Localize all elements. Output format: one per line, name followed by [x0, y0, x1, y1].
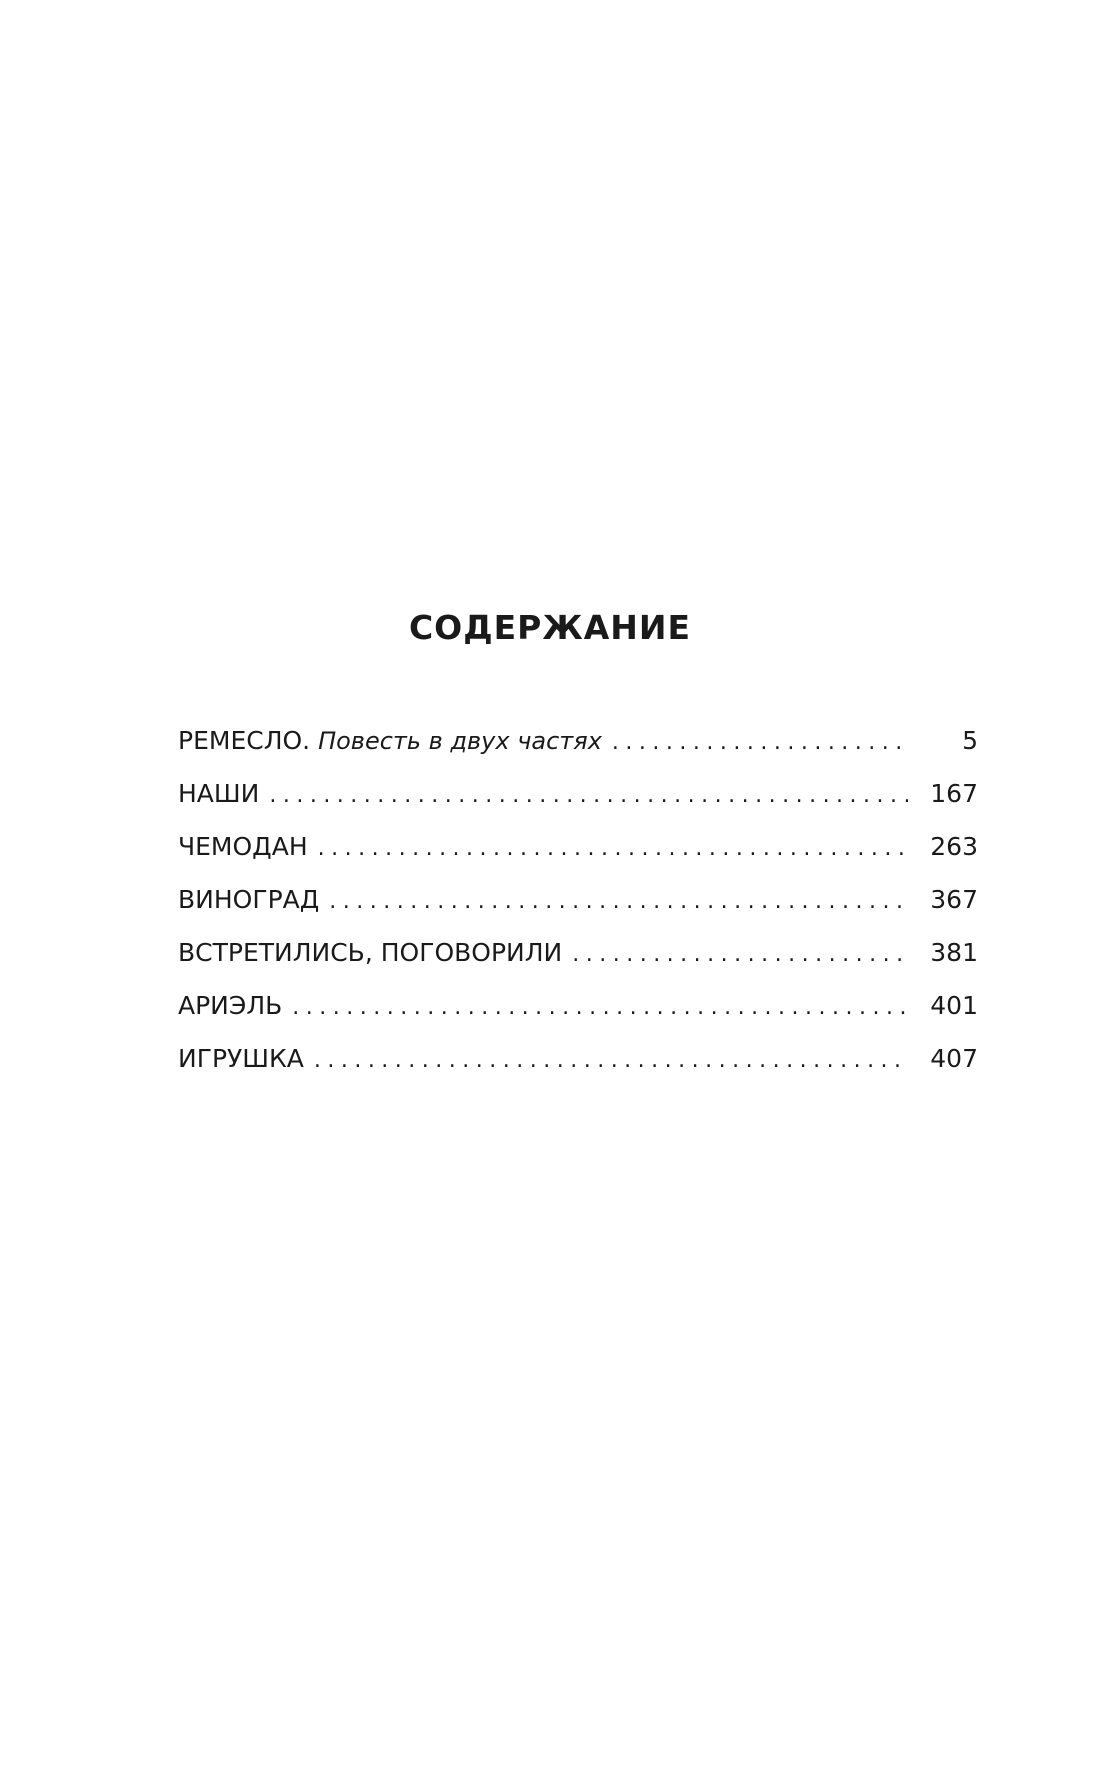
- toc-entry-vinograd: [178, 873, 978, 926]
- toc-entry-ariel: [178, 979, 978, 1032]
- toc-entry-subtitle: Повесть в двух частях: [318, 727, 602, 755]
- toc-list: [178, 714, 978, 1085]
- toc-dot-leader: [612, 716, 908, 769]
- toc-entry-title: АРИЭЛЬ: [178, 991, 283, 1020]
- toc-entry-page: 401: [930, 991, 978, 1020]
- toc-entry-page: 167: [930, 779, 978, 808]
- toc-entry-title: РЕМЕСЛО.: [178, 726, 311, 755]
- toc-entry-vstretilis: [178, 926, 978, 979]
- toc-entry-title: НАШИ: [178, 779, 260, 808]
- toc-entry-title: ВСТРЕТИЛИСЬ, ПОГОВОРИЛИ: [178, 938, 563, 967]
- toc-dot-leader: [329, 875, 908, 928]
- toc-entry-page: 5: [962, 726, 978, 755]
- toc-entry-page: 367: [930, 885, 978, 914]
- toc-entry-remeslo: [178, 714, 978, 767]
- toc-entry-page: 381: [930, 938, 978, 967]
- toc-entry-page: 407: [930, 1044, 978, 1073]
- toc-entry-igrushka: [178, 1032, 978, 1085]
- toc-dot-leader: [269, 769, 908, 822]
- toc-entry-title: ИГРУШКА: [178, 1044, 304, 1073]
- toc-title: СОДЕРЖАНИЕ: [408, 608, 692, 647]
- toc-entry-page: 263: [930, 832, 978, 861]
- toc-dot-leader: [314, 1034, 908, 1087]
- toc-entry-chemodan: [178, 820, 978, 873]
- toc-entry-title: ВИНОГРАД: [178, 885, 320, 914]
- toc-dot-leader: [292, 981, 908, 1034]
- toc-entry-nashi: [178, 767, 978, 820]
- toc-dot-leader: [318, 822, 908, 875]
- toc-entry-title: ЧЕМОДАН: [178, 832, 308, 861]
- toc-dot-leader: [572, 928, 908, 981]
- toc-entry-label: [178, 714, 602, 768]
